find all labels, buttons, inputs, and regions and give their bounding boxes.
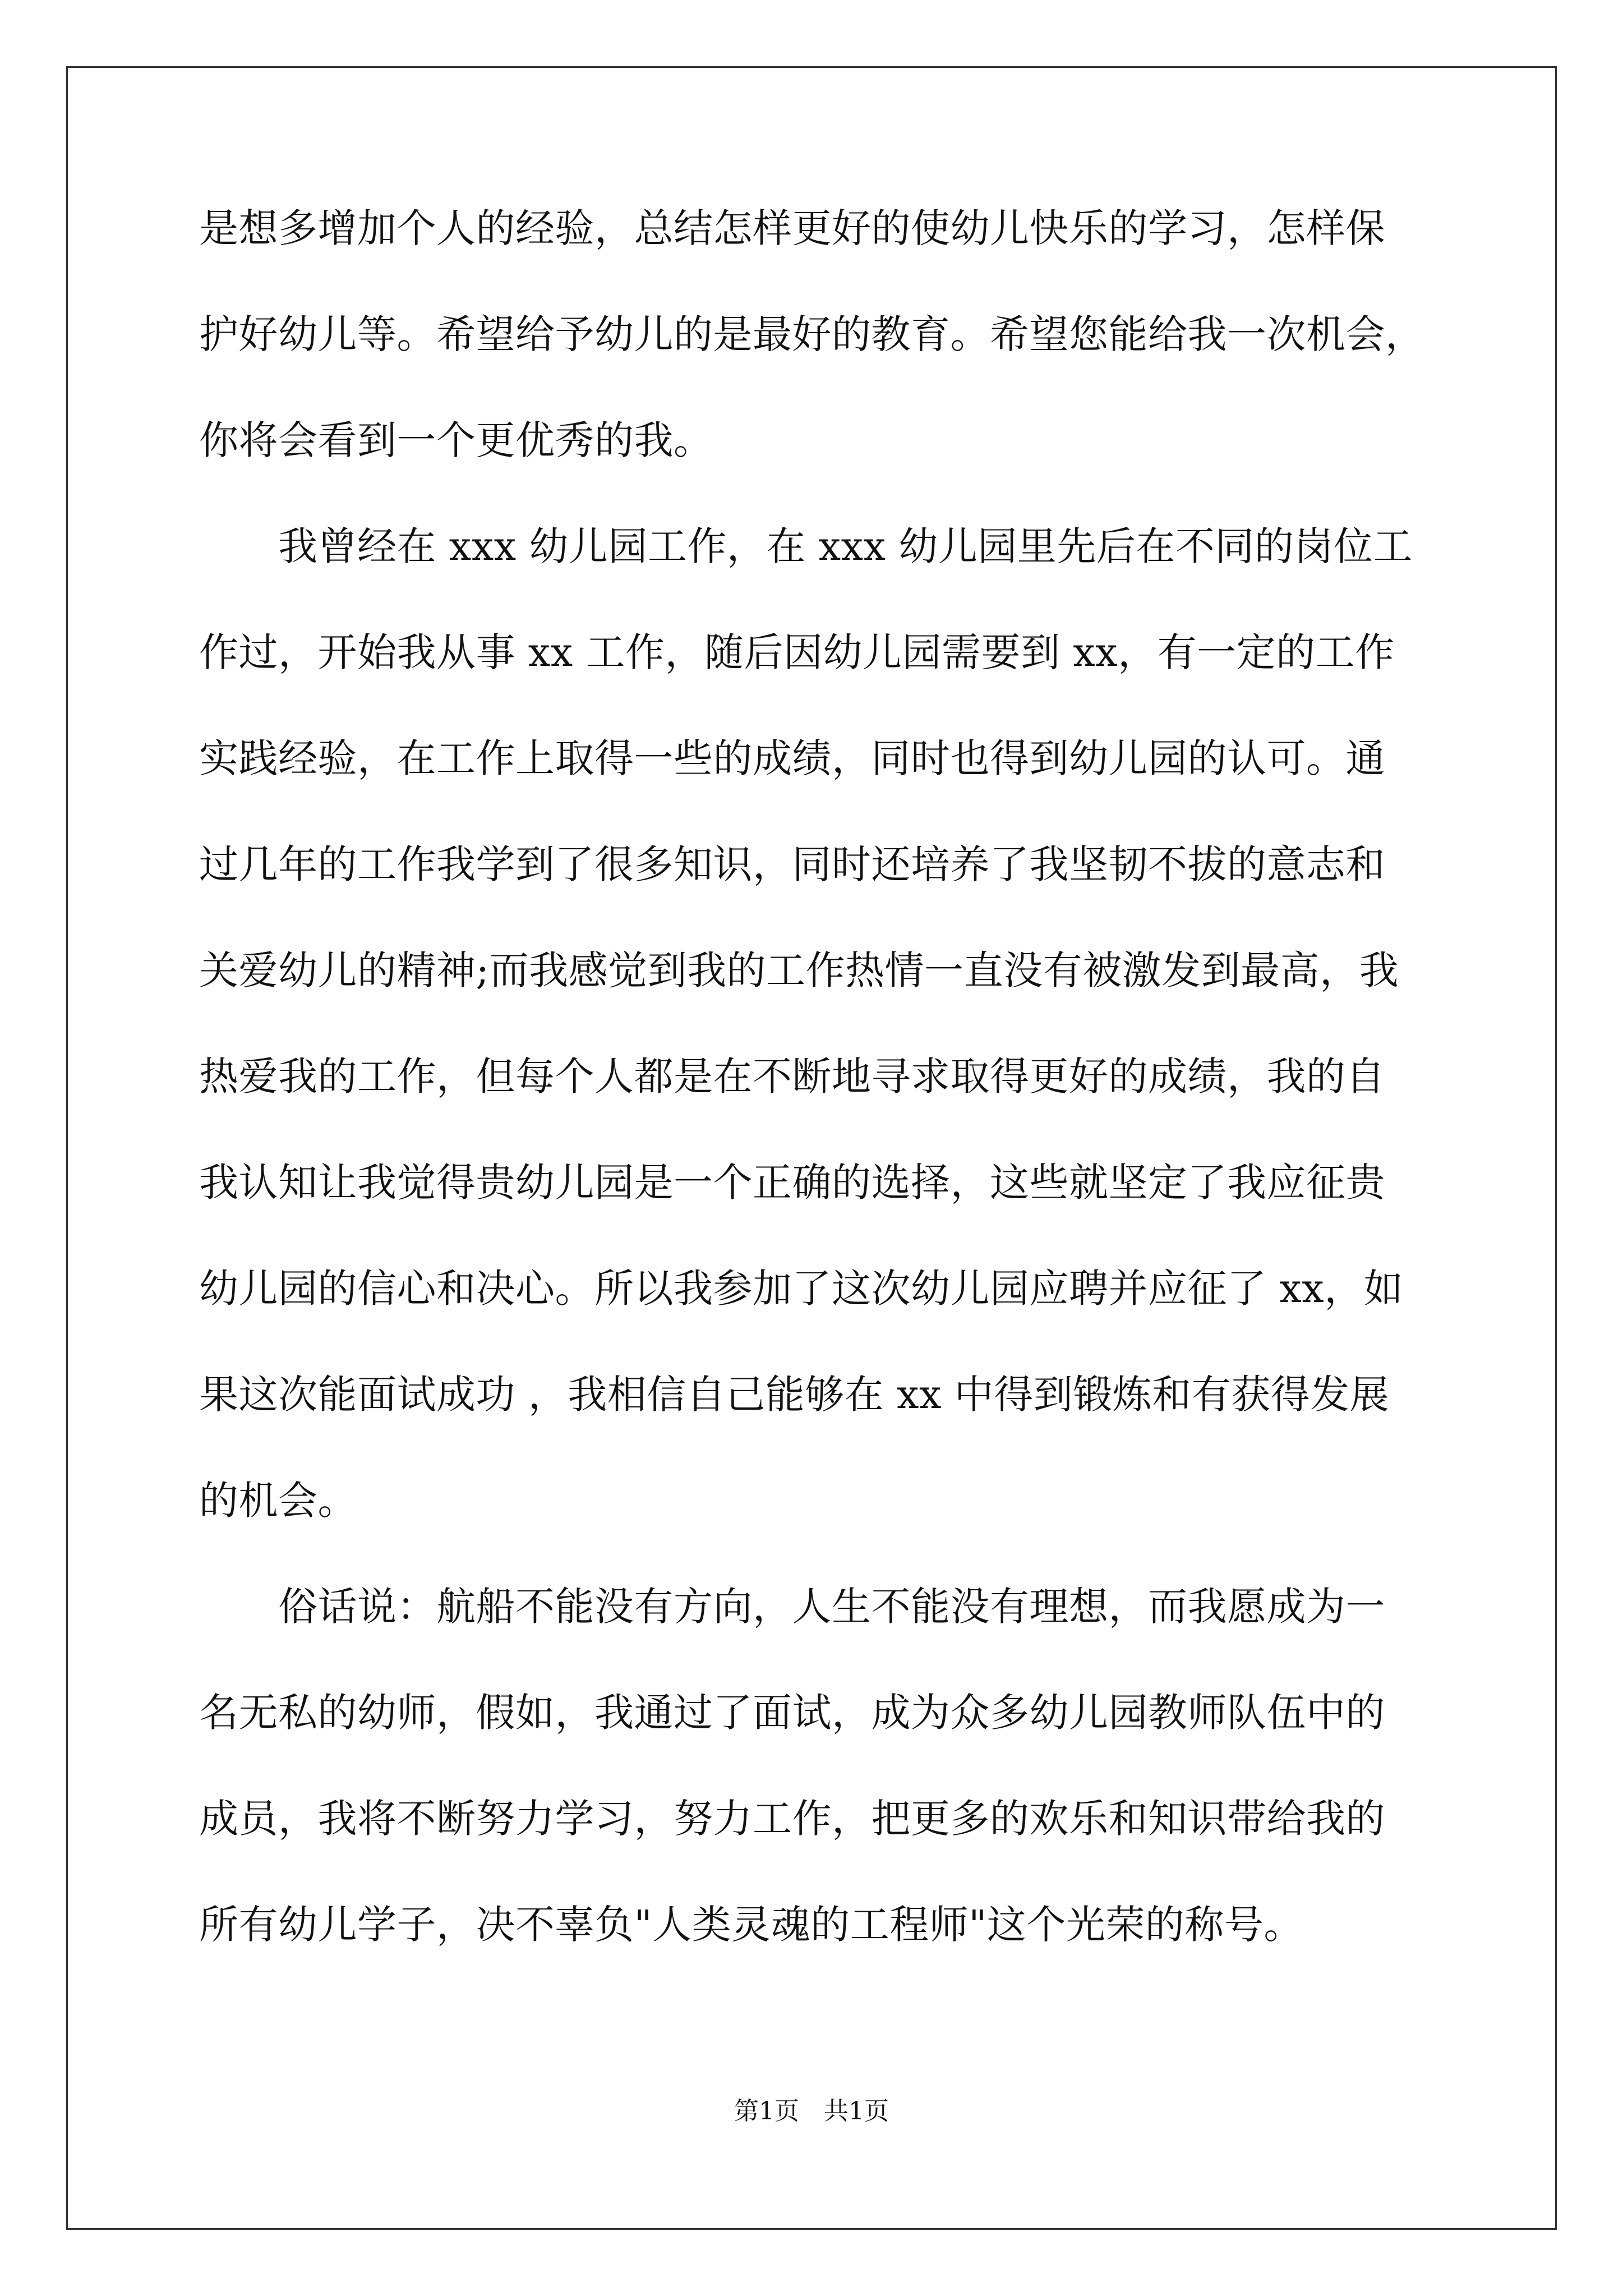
- page-footer: 第1页 共1页: [734, 2097, 889, 2125]
- text-line: 我认知让我觉得贵幼儿园是一个正确的选择，这些就坚定了我应征贵: [199, 1159, 1385, 1205]
- text-line: 名无私的幼师，假如，我通过了面试，成为众多幼儿园教师队伍中的: [199, 1690, 1385, 1736]
- text-line: 是想多增加个人的经验，总结怎样更好的使幼儿快乐的学习，怎样保: [199, 205, 1385, 251]
- text-line: 作过，开始我从事 xx 工作，随后因幼儿园需要到 xx，有一定的工作: [199, 629, 1395, 675]
- text-line: 实践经验，在工作上取得一些的成绩，同时也得到幼儿园的认可。通: [199, 735, 1385, 781]
- text-line: 俗话说：航船不能没有方向，人生不能没有理想，而我愿成为一: [199, 1584, 1385, 1630]
- text-line: 你将会看到一个更优秀的我。: [199, 417, 713, 463]
- text-line: 关爱幼儿的精神;而我感觉到我的工作热情一直没有被激发到最高，我: [199, 947, 1399, 993]
- text-line: 我曾经在 xxx 幼儿园工作，在 xxx 幼儿园里先后在不同的岗位工: [199, 523, 1413, 569]
- text-line: 的机会。: [199, 1478, 357, 1524]
- text-line: 幼儿园的信心和决心。所以我参加了这次幼儿园应聘并应征了 xx，如: [199, 1266, 1404, 1312]
- text-line: 果这次能面试成功 ，我相信自己能够在 xx 中得到锻炼和有获得发展: [199, 1372, 1390, 1418]
- text-line: 所有幼儿学子，决不辜负"人类灵魂的工程师"这个光荣的称号。: [199, 1902, 1303, 1948]
- text-line: 热爱我的工作，但每个人都是在不断地寻求取得更好的成绩，我的自: [199, 1053, 1385, 1099]
- text-line: 成员，我将不断努力学习，努力工作，把更多的欢乐和知识带给我的: [199, 1796, 1385, 1842]
- text-line: 过几年的工作我学到了很多知识，同时还培养了我坚韧不拔的意志和: [199, 841, 1385, 887]
- text-line: 护好幼儿等。希望给予幼儿的是最好的教育。希望您能给我一次机会，: [199, 311, 1425, 357]
